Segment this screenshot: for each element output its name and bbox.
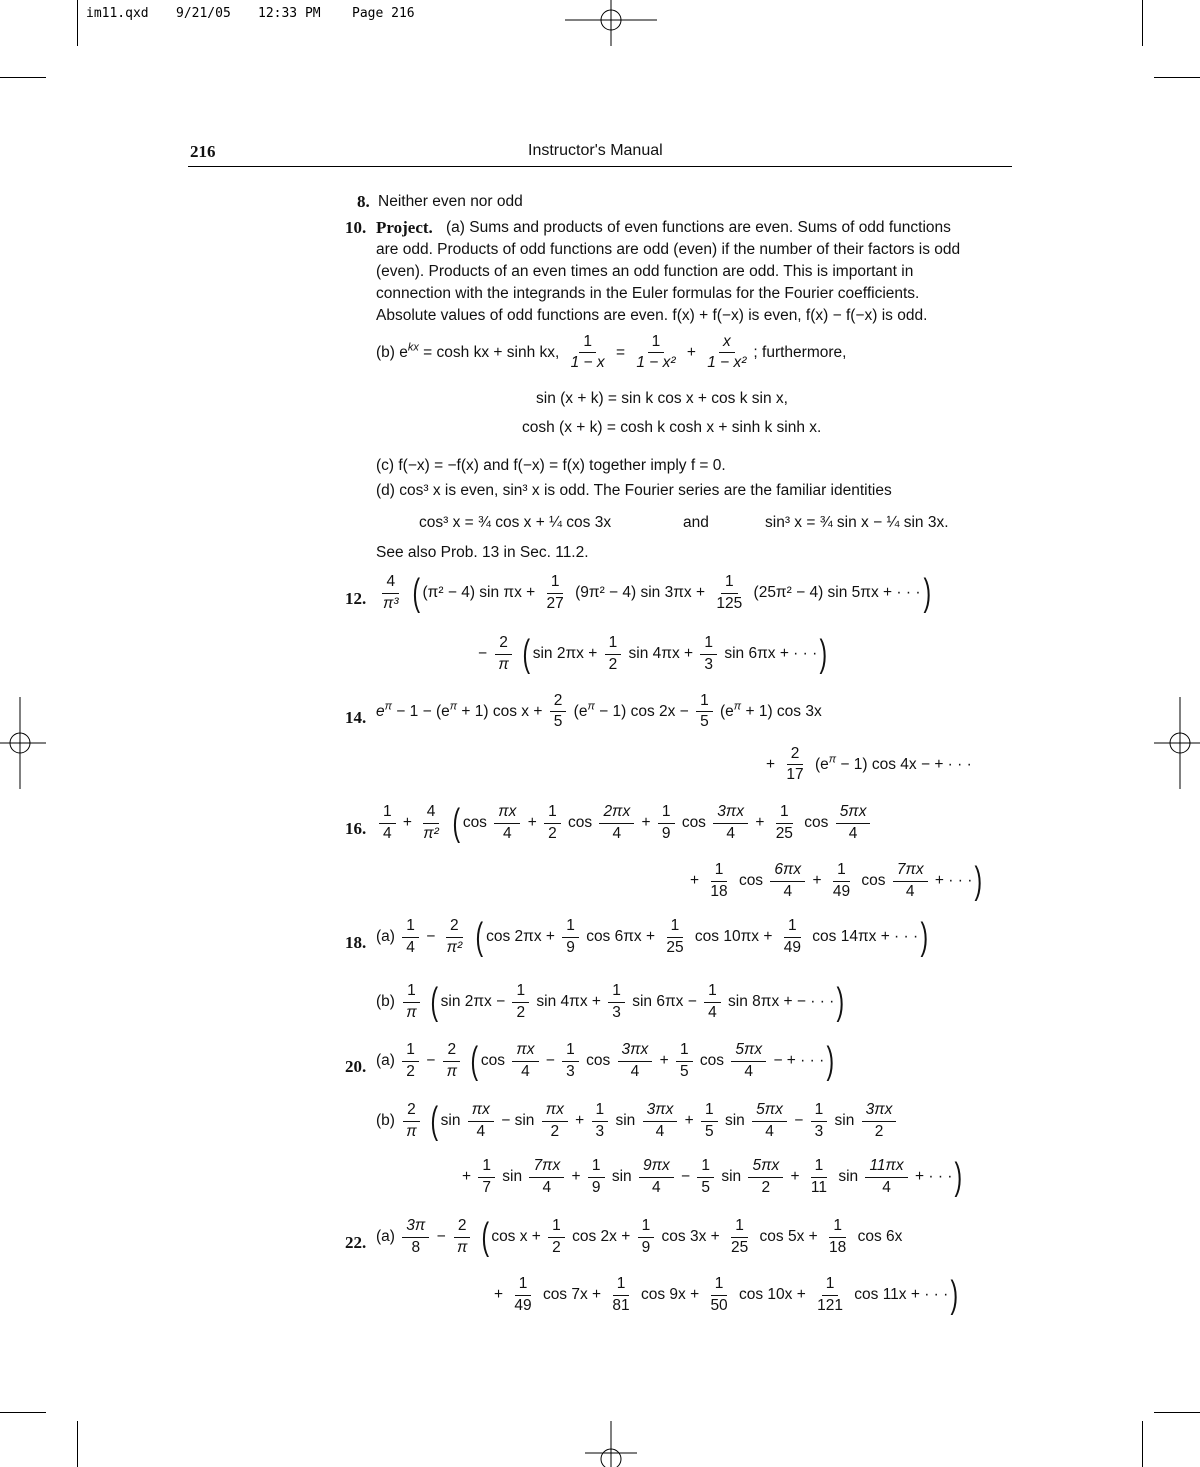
problem-22-line-2: + $\frac{1}{49}$ cos 7x + $\frac{1}{81}$ cos 9x + $\frac{1}{50}$ cos 10x + $\frac{1}{121}$ cos 11x + · · ·) [494, 1274, 959, 1316]
crop-mark-bl-v [77, 1421, 78, 1467]
part-b-fraction-2: $\frac{1}{\text{1 − x²}}$ [636, 333, 676, 372]
crop-mark-bl-h [0, 1412, 46, 1413]
crop-mark-br-h [1154, 1412, 1200, 1413]
cosh-identity: cosh (x + k) = cosh k cosh x + sinh k sinh x. [522, 419, 822, 436]
problem-10-line-3: (even). Products of an even times an odd function are odd. This is important in [376, 263, 914, 280]
problem-22-line-1: (a) $\frac{3\pi}{8}$ − $\frac{2}{\pi}$ ( cos x + $\frac{1}{2}$ cos 2x + $\frac{1}{9}$ cos 3x + $\frac{1}{25}$ cos 5x + $\frac{1}{18}$ cos 6x [376, 1216, 903, 1258]
problem-10-line-2: are odd. Products of odd functions are odd (even) if the number of their factors is odd [376, 241, 961, 258]
problem-10-line-4: connection with the integrands in the Euler formulas for the Fourier coefficients. [376, 285, 920, 302]
slug-date: 9/21/05 [176, 6, 231, 21]
problem-14-line-1: $e^\pi - 1 - (e^\pi + 1)$ cos x + $\frac{2}{5}$ $(e^\pi - 1)$ cos 2x − $\frac{1}{5}$ $(e^\pi + 1)$ cos 3x [376, 692, 822, 731]
problem-8-number: 8. [357, 192, 370, 211]
problem-18-number: 18. [345, 933, 367, 952]
problem-12-line-1: $\frac{4}{\text{π³}}$ ( (π² − 4) sin πx + $\frac{1}{27}$ (9π² − 4) sin 3πx + $\frac{1}{125}$ (25π² − 4) sin 5πx + · · ·) [383, 572, 931, 614]
problem-10-part-c: (c) f(−x) = −f(x) and f(−x) = f(x) together imply f = 0. [376, 457, 726, 474]
sin-cube-identity: sin³ x = ¾ sin x − ¼ sin 3x. [765, 514, 949, 531]
problem-20-part-a: (a) $\frac{1}{2}$ − $\frac{2}{\pi}$ ( cos $\frac{\pi x}{4}$ − $\frac{1}{3}$ cos $\frac{3\pi x}{4}$ + $\frac{1}{5}$ cos $\frac{5\pi x}{4}$ − + · · ·) [376, 1040, 835, 1082]
slug-file: im11.qxd [86, 6, 149, 21]
problem-16-line-1: $\frac{1}{4}$ + $\frac{4}{\text{π²}}$ ( cos $\frac{\pi x}{4}$ + $\frac{1}{2}$ cos $\frac{2\pi x}{4}$ + $\frac{1}{9}$ cos $\frac{3\pi x}{4}$ + $\frac{1}{25}$ cos $\frac{5\pi x}{4}$ [376, 804, 873, 842]
cos-cube-identity: cos³ x = ¾ cos x + ¼ cos 3x [419, 514, 612, 531]
slug-page: Page 216 [352, 6, 415, 21]
sin-identity: sin (x + k) = sin k cos x + cos k sin x, [536, 390, 788, 407]
running-title: Instructor's Manual [528, 142, 663, 159]
problem-10-label: Project. [376, 218, 433, 237]
problem-8-answer: Neither even nor odd [378, 193, 523, 210]
header-rule [188, 166, 1012, 167]
registration-mark-bottom-icon [565, 1421, 657, 1467]
registration-mark-left-icon [0, 697, 48, 789]
problem-16-number: 16. [345, 819, 367, 838]
problem-10-line-1: (a) Sums and products of even functions are even. Sums of odd functions [446, 219, 951, 236]
slug-time: 12:33 PM [258, 6, 321, 21]
part-b-lead: (b) e [376, 343, 408, 361]
problem-16-line-2: + $\frac{1}{18}$ cos $\frac{6\pi x}{4}$ + $\frac{1}{49}$ cos $\frac{7\pi x}{4}$ + · · ·) [690, 860, 983, 902]
problem-10-number: 10. [345, 218, 367, 237]
problem-18-part-b: (b) $\frac{1}{\pi}$ ( sin 2πx − $\frac{1}{2}$ sin 4πx + $\frac{1}{3}$ sin 6πx − $\frac{1}{4}$ sin 8πx + − · · ·) [376, 981, 845, 1023]
crop-mark-tr-v [1142, 0, 1143, 46]
page-number: 216 [190, 142, 216, 161]
problem-20-number: 20. [345, 1057, 367, 1076]
crop-mark-tl-v [77, 0, 78, 46]
crop-mark-br-v [1142, 1421, 1143, 1467]
crop-mark-tr-h [1154, 77, 1200, 78]
problem-10-part-d: (d) cos³ x is even, sin³ x is odd. The Fourier series are the familiar identities [376, 482, 892, 499]
problem-14-line-2: + $\frac{2}{17}$ $(e^\pi - 1)$ cos 4x − + · · · [766, 745, 972, 784]
problem-20-part-b-line-1: (b) $\frac{2}{\pi}$ ( sin $\frac{\pi x}{4}$ − sin $\frac{\pi x}{2}$ + $\frac{1}{3}$ sin $\frac{3\pi x}{4}$ + $\frac{1}{5}$ sin $\frac{5\pi x}{4}$ − $\frac{1}{3}$ sin $\frac{3\pi x}{2}$ [376, 1102, 899, 1140]
crop-mark-tl-h [0, 77, 46, 78]
problem-14-number: 14. [345, 708, 367, 727]
problem-12-number: 12. [345, 589, 367, 608]
registration-mark-right-icon [1152, 697, 1200, 789]
registration-mark-top-icon [565, 0, 657, 48]
problem-12-line-2: − $\frac{2}{\pi}$ ( sin 2πx + $\frac{1}{2}$ sin 4πx + $\frac{1}{3}$ sin 6πx + · · ·) [478, 633, 828, 675]
problem-22-number: 22. [345, 1233, 367, 1252]
problem-10-line-5: Absolute values of odd functions are even. f(x) + f(−x) is even, f(x) − f(−x) is odd. [376, 307, 928, 324]
see-also-note: See also Prob. 13 in Sec. 11.2. [376, 544, 589, 561]
and-text: and [683, 514, 709, 531]
part-b-exponent: kx [407, 341, 419, 354]
part-b-fraction-3: $\frac{x}{\text{1 − x²}}$ [707, 333, 747, 372]
part-b-fraction-1: $\frac{1}{1 - x}$ [570, 333, 605, 372]
part-b-text: = cosh kx + sinh kx, [418, 343, 560, 361]
problem-10-part-b: (b) $e^{kx} = \cosh$ kx + sinh kx, $\frac{1}{1 - x}$ = $\frac{1}{\text{1 − x²}}$ + $\frac{x}{\text{1 − x²}}$ ; furthermore, [376, 333, 847, 372]
problem-18-part-a: (a) $\frac{1}{4}$ − $\frac{2}{\text{π²}}$ ( cos 2πx + $\frac{1}{9}$ cos 6πx + $\frac{1}{25}$ cos 10πx + $\frac{1}{49}$ cos 14πx + · · ·) [376, 916, 929, 958]
part-b-tail: ; furthermore, [753, 343, 847, 361]
problem-20-part-b-line-2: + $\frac{1}{7}$ sin $\frac{7\pi x}{4}$ + $\frac{1}{9}$ sin $\frac{9\pi x}{4}$ − $\frac{1}{5}$ sin $\frac{5\pi x}{2}$ + $\frac{1}{11}$ sin $\frac{11\pi x}{4}$ + · · ·) [462, 1156, 963, 1198]
